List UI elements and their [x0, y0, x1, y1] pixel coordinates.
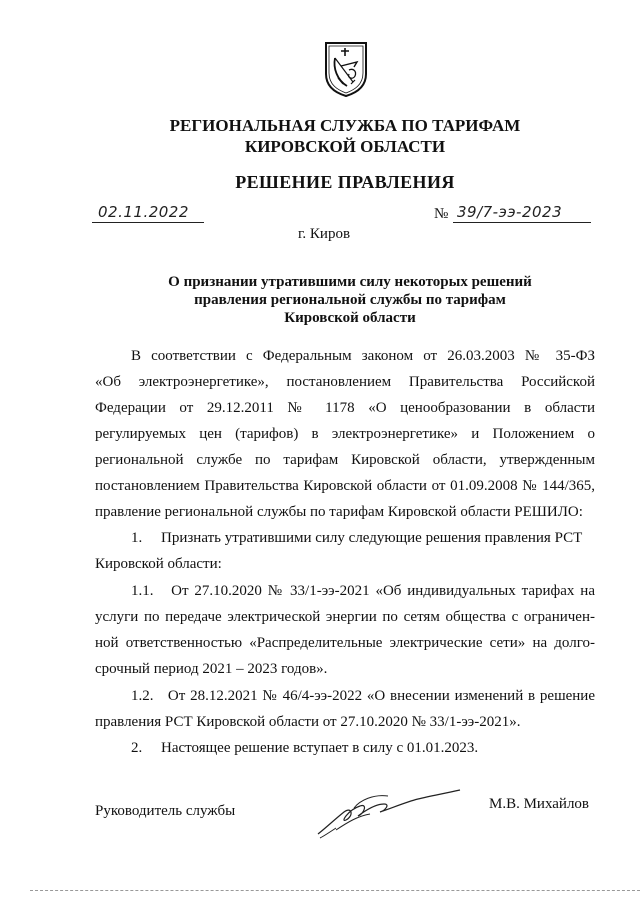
document-date: 02.11.2022	[98, 203, 189, 221]
date-underline	[92, 222, 204, 223]
body-line: регулируемых цен (тарифов) в электроэнергетике» и Положением о	[95, 426, 595, 442]
item-1-1-line: ной ответственностью «Распределительные электрические сети» на долго-	[95, 635, 595, 651]
signatory-name: М.В. Михайлов	[489, 796, 590, 812]
agency-name-line2: КИРОВСКОЙ ОБЛАСТИ	[244, 137, 446, 156]
item-1-line: Кировской области:	[95, 556, 222, 572]
city: г. Киров	[297, 226, 351, 242]
body-line: постановлением Правительства Кировской области от 01.09.2008 № 144/365,	[95, 478, 595, 494]
handwritten-signature	[314, 786, 464, 842]
body-line: региональной службе по тарифам Кировской области, утвержденным	[95, 452, 595, 468]
subject-line: правления региональной службы по тарифам	[194, 292, 506, 308]
signatory-role: Руководитель службы	[95, 803, 236, 819]
item-1-1-line: 1.1. От 27.10.2020 № 33/1-ээ-2021 «Об индивидуальных тарифах на	[131, 583, 595, 599]
item-1-1-line: срочный период 2021 – 2023 годов».	[95, 661, 328, 677]
subject-line: Кировской области	[284, 310, 416, 326]
item-1-1-line: услуги по передаче электрической энергии по сетям общества с ограничен-	[95, 609, 595, 625]
body-line: Федерации от 29.12.2011 № 1178 «О ценообразовании в области	[95, 400, 595, 416]
page-bottom-rule	[30, 890, 640, 891]
agency-name-line1: РЕГИОНАЛЬНАЯ СЛУЖБА ПО ТАРИФАМ	[169, 116, 521, 135]
number-underline	[453, 222, 591, 223]
number-sign: №	[434, 206, 449, 222]
coat-of-arms-icon	[323, 40, 369, 98]
item-1-line: 1. Признать утратившими силу следующие решения правления РСТ	[131, 530, 583, 546]
document-title: РЕШЕНИЕ ПРАВЛЕНИЯ	[235, 172, 455, 192]
item-2-line: 2. Настоящее решение вступает в силу с 01.01.2023.	[131, 740, 479, 756]
body-line: правление региональной службы по тарифам Кировской области РЕШИЛО:	[95, 504, 583, 520]
body-line: «Об электроэнергетике», постановлением Правительства Российской	[95, 374, 595, 390]
subject-line: О признании утратившими силу некоторых решений	[168, 274, 532, 290]
body-line: В соответствии с Федеральным законом от 26.03.2003 № 35-ФЗ	[131, 348, 595, 364]
item-1-2-line: 1.2. От 28.12.2021 № 46/4-ээ-2022 «О внесении изменений в решение	[131, 688, 595, 704]
document-number: 39/7-ээ-2023	[457, 203, 563, 221]
item-1-2-line: правления РСТ Кировской области от 27.10.2020 № 33/1-ээ-2021».	[95, 714, 521, 730]
